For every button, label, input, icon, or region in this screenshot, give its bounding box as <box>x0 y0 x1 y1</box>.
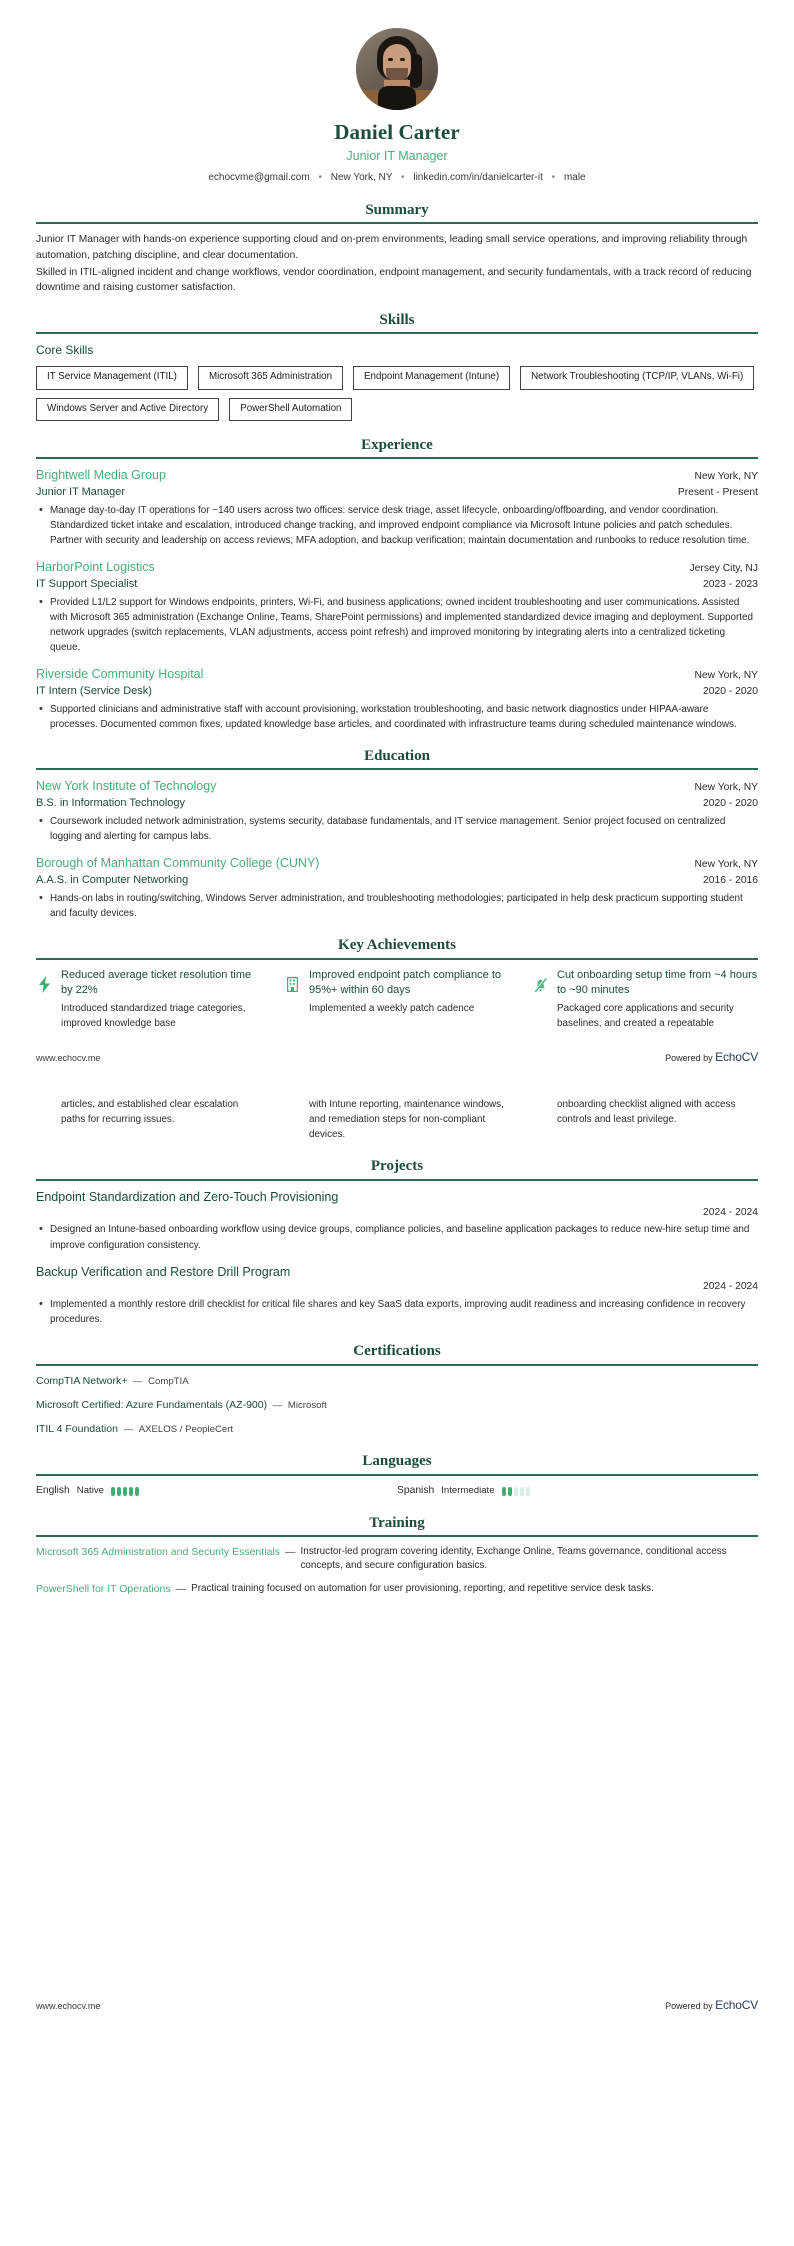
language-item <box>36 1484 397 1499</box>
achievement-title: Cut onboarding setup time from ~4 hours to ~90 minutes <box>557 968 758 997</box>
education-bullets <box>36 891 758 921</box>
training-name: Microsoft 365 Administration and Security Essentials <box>36 1545 280 1558</box>
achievement-description: Implemented a weekly patch cadence <box>309 1002 475 1014</box>
project-entry <box>36 1189 758 1253</box>
skill-chip: Windows Server and Active Directory <box>36 398 219 421</box>
footer-powered-by-label: Powered by <box>665 1053 713 1064</box>
certification-dash: — <box>120 1424 136 1436</box>
lightning-bolt-icon <box>36 968 53 1002</box>
avatar <box>356 28 438 110</box>
experience-location: New York, NY <box>694 471 758 483</box>
contact-line <box>36 171 758 186</box>
training-dash: — <box>175 1583 187 1596</box>
skill-chip: Endpoint Management (Intune) <box>353 366 510 389</box>
experience-role: IT Support Specialist <box>36 578 138 591</box>
training-description: Instructor-led program covering identity, Exchange Online, Teams governance, conditional access concepts, and secure configuration basics. <box>300 1545 727 1572</box>
achievement-title: Improved endpoint patch compliance to 95%+ within 60 days <box>309 968 502 997</box>
certification-item <box>36 1422 758 1437</box>
section-education <box>36 748 758 921</box>
section-key-achievements <box>36 937 758 1031</box>
section-divider <box>36 1474 758 1476</box>
bullet-item: • Designed an Intune-based onboarding workflow using device groups, compliance policies, and baseline application packages to reduce new-hire setup time and improve configuration consistency. <box>36 1222 758 1252</box>
candidate-job-title: Junior IT Manager <box>346 149 448 164</box>
project-bullets <box>36 1222 758 1252</box>
proficiency-dot <box>502 1487 506 1496</box>
skill-chip: Network Troubleshooting (TCP/IP, VLANs, Wi-Fi) <box>520 366 754 389</box>
page-break-gap <box>36 1067 758 1095</box>
footer-brand <box>665 1049 758 1066</box>
achievements-continuation-grid <box>36 1095 758 1143</box>
page-footer <box>36 1049 758 1066</box>
project-date: 2024 - 2024 <box>703 1281 758 1293</box>
section-title-certifications: Certifications <box>353 1343 441 1360</box>
education-date: 2016 - 2016 <box>703 875 758 887</box>
skills-group-title: Core Skills <box>36 343 94 358</box>
summary-body <box>36 232 758 296</box>
training-item <box>36 1582 758 1597</box>
experience-date: 2020 - 2020 <box>703 686 758 698</box>
certification-dash: — <box>270 1399 285 1411</box>
bullet-item: • Manage day-to-day IT operations for ~140 users across two offices: service desk triage, asset lifecycle, onboarding/offboarding, and vendor coordination. Standardized ticket intake and escalation, introduced change tracking, and improved endpoint compliance via Microsoft Intune policies and patch schedules. Partner with security and leadership on access reviews, MFA adoption, and backup verification; maintain documentation and runbooks to reduce resolution time. <box>36 503 758 548</box>
section-training <box>36 1515 758 1598</box>
achievement-continuation-item <box>36 1095 262 1143</box>
proficiency-dot <box>129 1487 133 1496</box>
proficiency-dot <box>135 1487 139 1496</box>
section-title-skills: Skills <box>379 311 415 328</box>
footer-brand <box>665 1997 758 2014</box>
bullet-item: • Implemented a monthly restore drill checklist for critical file shares and key SaaS data exports, improving audit readiness and increasing confidence in recovery procedures. <box>36 1297 758 1327</box>
education-entry <box>36 855 758 921</box>
education-degree: B.S. in Information Technology <box>36 797 185 810</box>
section-summary <box>36 202 758 296</box>
bell-off-icon <box>532 968 549 1002</box>
section-experience <box>36 437 758 732</box>
contact-gender: male <box>563 172 586 184</box>
certification-name: ITIL 4 Foundation <box>36 1423 118 1436</box>
certification-item <box>36 1374 758 1389</box>
training-item <box>36 1545 758 1574</box>
achievement-description-continued: with Intune reporting, maintenance windows, and remediation steps for non-compliant devices. <box>309 1098 504 1140</box>
proficiency-dot <box>111 1487 115 1496</box>
project-name: Endpoint Standardization and Zero-Touch Provisioning <box>36 1189 339 1204</box>
certification-item <box>36 1398 758 1413</box>
section-divider <box>36 768 758 770</box>
education-bullets <box>36 814 758 844</box>
language-name: Spanish <box>397 1484 435 1496</box>
certification-name: CompTIA Network+ <box>36 1374 128 1387</box>
achievement-item <box>532 968 758 1032</box>
skill-chip: Microsoft 365 Administration <box>198 366 343 389</box>
bullet-item: • Coursework included network administration, systems security, database fundamentals, and IT service management. Senior project focused on centralized logging and alerting for campus labs. <box>36 814 758 844</box>
building-icon <box>284 968 301 1002</box>
achievement-continuation-item <box>284 1095 510 1143</box>
achievement-title: Reduced average ticket resolution time by 22% <box>61 968 252 997</box>
certification-issuer: Microsoft <box>287 1399 327 1411</box>
experience-role: Junior IT Manager <box>36 486 126 499</box>
experience-date: 2023 - 2023 <box>703 579 758 591</box>
skill-chip: IT Service Management (ITIL) <box>36 366 188 389</box>
experience-location: New York, NY <box>694 670 758 682</box>
experience-org: Riverside Community Hospital <box>36 667 204 682</box>
section-title-training: Training <box>369 1514 425 1531</box>
contact-separator: • <box>401 172 405 184</box>
language-proficiency-dots <box>111 1487 139 1496</box>
training-dash: — <box>284 1545 296 1558</box>
candidate-name: Daniel Carter <box>334 120 460 144</box>
bottom-spacer <box>36 1607 758 1997</box>
education-location: New York, NY <box>694 782 758 794</box>
experience-role: IT Intern (Service Desk) <box>36 685 152 698</box>
section-divider <box>36 958 758 960</box>
language-level: Intermediate <box>441 1485 495 1497</box>
language-level: Native <box>76 1485 104 1497</box>
training-name: PowerShell for IT Operations <box>36 1583 171 1596</box>
section-title-languages: Languages <box>362 1453 432 1470</box>
proficiency-dot <box>117 1487 121 1496</box>
section-projects <box>36 1158 758 1327</box>
contact-linkedin[interactable]: linkedin.com/in/danielcarter-it <box>413 172 543 184</box>
bullet-item: • Hands-on labs in routing/switching, Windows Server administration, and troubleshooting methodologies; participated in help desk practicum supporting student and faculty devices. <box>36 891 758 921</box>
language-item <box>397 1484 758 1499</box>
achievements-grid <box>36 968 758 1032</box>
section-title-education: Education <box>364 748 430 765</box>
education-school: New York Institute of Technology <box>36 779 217 794</box>
experience-date: Present - Present <box>677 487 758 499</box>
skill-chip: PowerShell Automation <box>229 398 352 421</box>
bullet-item: • Provided L1/L2 support for Windows endpoints, printers, Wi-Fi, and business applications; owned incident troubleshooting and user communications. Assisted with Microsoft 365 administration (Exchange Online, Teams, SharePoint permissions) and implemented standardized device imaging and deployment. Supported network upgrades (switch replacements, VLAN adjustments, access point refresh) and improved monitoring by integrating alerts into a centralized ticketing queue. <box>36 595 758 655</box>
proficiency-dot <box>520 1487 524 1496</box>
language-name: English <box>36 1484 70 1496</box>
contact-separator: • <box>318 172 322 184</box>
contact-email[interactable]: echocvme@gmail.com <box>208 172 310 184</box>
section-divider <box>36 1364 758 1366</box>
section-divider <box>36 1535 758 1537</box>
section-languages <box>36 1453 758 1498</box>
spacer-icon <box>36 1095 53 1129</box>
proficiency-dot <box>508 1487 512 1496</box>
section-divider <box>36 332 758 334</box>
section-divider <box>36 457 758 459</box>
footer-brand-name: EchoCV <box>715 1997 758 2012</box>
section-title-summary: Summary <box>365 201 429 218</box>
experience-bullets <box>36 702 758 732</box>
proficiency-dot <box>123 1487 127 1496</box>
education-entry <box>36 778 758 844</box>
achievement-item <box>284 968 510 1032</box>
resume-header <box>36 0 758 186</box>
project-entry <box>36 1264 758 1328</box>
experience-org: Brightwell Media Group <box>36 468 166 483</box>
summary-paragraph: Skilled in ITIL-aligned incident and change workflows, vendor coordination, endpoint management, and security fundamentals, with a track record of reducing downtime and raising customer satisfaction. <box>36 266 752 294</box>
experience-entry <box>36 666 758 732</box>
contact-location: New York, NY <box>330 172 393 184</box>
experience-bullets <box>36 503 758 548</box>
experience-entry <box>36 559 758 655</box>
section-skills <box>36 312 758 421</box>
section-divider <box>36 222 758 224</box>
section-title-key-achievements: Key Achievements <box>338 937 456 954</box>
certification-issuer: AXELOS / PeopleCert <box>138 1424 234 1436</box>
footer-url[interactable]: www.echocv.me <box>36 2000 101 2011</box>
achievement-description-continued: onboarding checklist aligned with access controls and least privilege. <box>557 1098 736 1125</box>
achievement-continuation-item <box>532 1095 758 1143</box>
project-name: Backup Verification and Restore Drill Program <box>36 1264 291 1279</box>
section-title-projects: Projects <box>370 1158 424 1175</box>
proficiency-dot <box>514 1487 518 1496</box>
spacer-icon <box>284 1095 301 1129</box>
experience-org: HarborPoint Logistics <box>36 560 155 575</box>
languages-grid <box>36 1484 758 1499</box>
section-title-experience: Experience <box>361 436 433 453</box>
footer-url[interactable]: www.echocv.me <box>36 1053 101 1064</box>
section-certifications <box>36 1343 758 1437</box>
footer-brand-name: EchoCV <box>715 1050 758 1065</box>
education-date: 2020 - 2020 <box>703 798 758 810</box>
experience-entry <box>36 467 758 548</box>
project-date: 2024 - 2024 <box>703 1206 758 1218</box>
education-school: Borough of Manhattan Community College (CUNY) <box>36 856 320 871</box>
final-page-footer <box>36 1997 758 2028</box>
education-degree: A.A.S. in Computer Networking <box>36 874 189 887</box>
experience-bullets <box>36 595 758 655</box>
proficiency-dot <box>526 1487 530 1496</box>
training-description: Practical training focused on automation for user provisioning, reporting, and repetitive service desk tasks. <box>191 1583 654 1595</box>
project-bullets <box>36 1297 758 1327</box>
language-proficiency-dots <box>502 1487 530 1496</box>
achievement-description-continued: articles, and established clear escalation paths for recurring issues. <box>61 1098 239 1125</box>
spacer-icon <box>532 1095 549 1129</box>
achievement-item <box>36 968 262 1032</box>
certification-issuer: CompTIA <box>148 1375 189 1387</box>
certification-name: Microsoft Certified: Azure Fundamentals (AZ-900) <box>36 1398 268 1411</box>
achievement-description: Introduced standardized triage categories, improved knowledge base <box>61 1002 246 1029</box>
skills-chip-list <box>36 366 758 420</box>
experience-location: Jersey City, NJ <box>689 563 758 575</box>
achievement-description: Packaged core applications and security baselines, and created a repeatable <box>557 1002 734 1029</box>
bullet-item: • Supported clinicians and administrative staff with account provisioning, workstation troubleshooting, and basic network diagnostics under HIPAA-aware processes. Documented common fixes, updated knowledge base articles, and coordinated with infrastructure teams during scheduled maintenance windows. <box>36 702 758 732</box>
certification-dash: — <box>130 1375 146 1387</box>
section-divider <box>36 1179 758 1181</box>
summary-paragraph: Junior IT Manager with hands-on experience supporting cloud and on-prem environments, leading small service operations, and improving reliability through automation, patching discipline, and clear documentation. <box>36 234 748 261</box>
education-location: New York, NY <box>694 859 758 871</box>
contact-separator: • <box>551 172 556 184</box>
footer-powered-by-label: Powered by <box>665 2000 713 2011</box>
